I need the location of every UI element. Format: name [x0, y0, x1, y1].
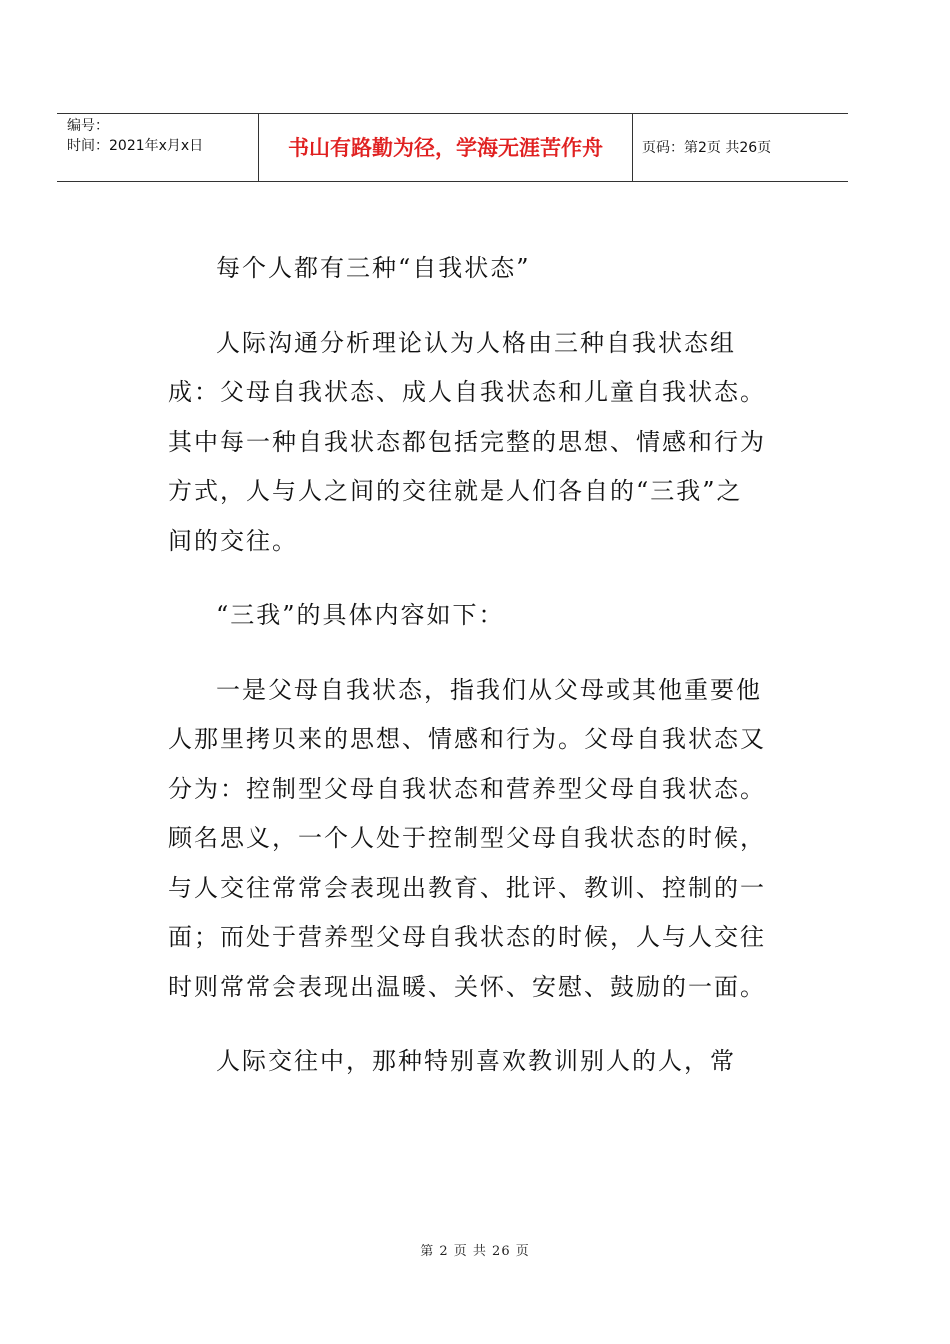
document-date: 时间：2021年x月x日 — [67, 138, 204, 154]
header-page-info: 页码：第2页 共26页 — [642, 140, 772, 156]
header-divider-right — [632, 113, 633, 182]
paragraph: 一是父母自我状态，指我们从父母或其他重要他人那里拷贝来的思想、情感和行为。父母自我状态又分为：控制型父母自我状态和营养型父母自我状态。顾名思义，一个人处于控制型父母自我状态的时候，与人交往常常会表现出教育、批评、教训、控制的一面；而处于营养型父母自我状态的时候，人与人交往时则常常会表现出温暖、关怀、安慰、鼓励的一面。 — [168, 675, 766, 1001]
header-top-rule — [57, 113, 848, 114]
document-number-label: 编号： — [67, 118, 109, 134]
header-meta — [67, 116, 255, 156]
paragraph: 人际沟通分析理论认为人格由三种自我状态组成：父母自我状态、成人自我状态和儿童自我状态。其中每一种自我状态都包括完整的思想、情感和行为方式，人与人之间的交往就是人们各自的“三我”之间的交往。 — [168, 328, 766, 555]
page-footer: 第 2 页 共 26 页 — [420, 1244, 530, 1259]
header-bottom-rule — [57, 181, 848, 182]
header-motto: 书山有路勤为径，学海无涯苦作舟 — [288, 136, 603, 160]
paragraph: 人际交往中，那种特别喜欢教训别人的人，常 — [216, 1047, 736, 1075]
paragraph: “三我”的具体内容如下： — [216, 601, 505, 629]
section-heading: 每个人都有三种“自我状态” — [216, 254, 531, 282]
document-body — [168, 244, 768, 1087]
